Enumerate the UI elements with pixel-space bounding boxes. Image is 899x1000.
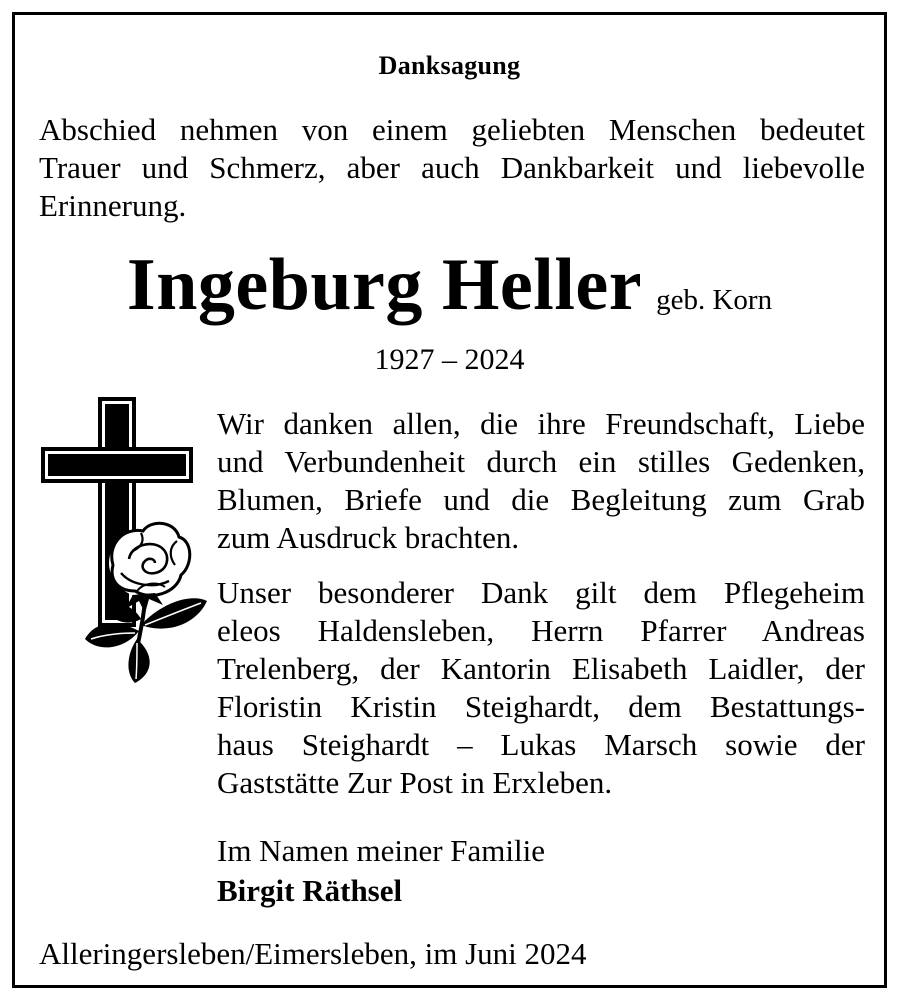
cross-with-rose-icon <box>41 395 211 685</box>
signer-name: Birgit Räthsel <box>217 873 403 908</box>
thanks-line: Blumen, Briefe und die Begleitung zum Grab <box>217 482 865 517</box>
thanks-line: haus Steighardt – Lukas Marsch sowie der <box>217 727 865 762</box>
signature-line: Im Namen meiner Familie <box>217 833 545 868</box>
deceased-name: Ingeburg Heller <box>126 244 643 326</box>
thanks-line: eleos Haldensleben, Herrn Pfarrer Andreas <box>217 613 865 648</box>
notice-heading: Danksagung <box>378 51 521 80</box>
life-dates: 1927 – 2024 <box>374 343 525 376</box>
place-date-line: Alleringersleben/Eimersleben, im Juni 2024 <box>39 936 587 971</box>
thanks-line: Gaststätte Zur Post in Erxleben. <box>217 765 613 800</box>
birth-name: geb. Korn <box>656 284 773 316</box>
thanks-line: Trelenberg, der Kantorin Elisabeth Laidler, der <box>217 651 865 686</box>
intro-line: Abschied nehmen von einem geliebten Menschen bedeutet <box>39 112 865 147</box>
thanks-paragraph-2 <box>217 574 865 802</box>
thanks-line: Unser besonderer Dank gilt dem Pflegeheim <box>217 575 865 610</box>
thanks-line: Floristin Kristin Steighardt, dem Bestattungs- <box>217 689 865 724</box>
thanks-paragraph-1 <box>217 405 865 557</box>
notice-frame <box>12 12 887 988</box>
intro-text <box>39 111 865 225</box>
intro-line: Trauer und Schmerz, aber auch Dankbarkeit und liebevolle <box>39 150 865 185</box>
signature-block <box>217 831 545 911</box>
thanks-line: zum Ausdruck brachten. <box>217 520 520 555</box>
thanks-line: Wir danken allen, die ihre Freundschaft, Liebe <box>217 406 865 441</box>
intro-line: Erinnerung. <box>39 188 187 223</box>
thanks-text <box>217 405 865 802</box>
deceased-name-row <box>15 243 884 328</box>
thanks-line: und Verbundenheit durch ein stilles Gedenken, <box>217 444 865 479</box>
